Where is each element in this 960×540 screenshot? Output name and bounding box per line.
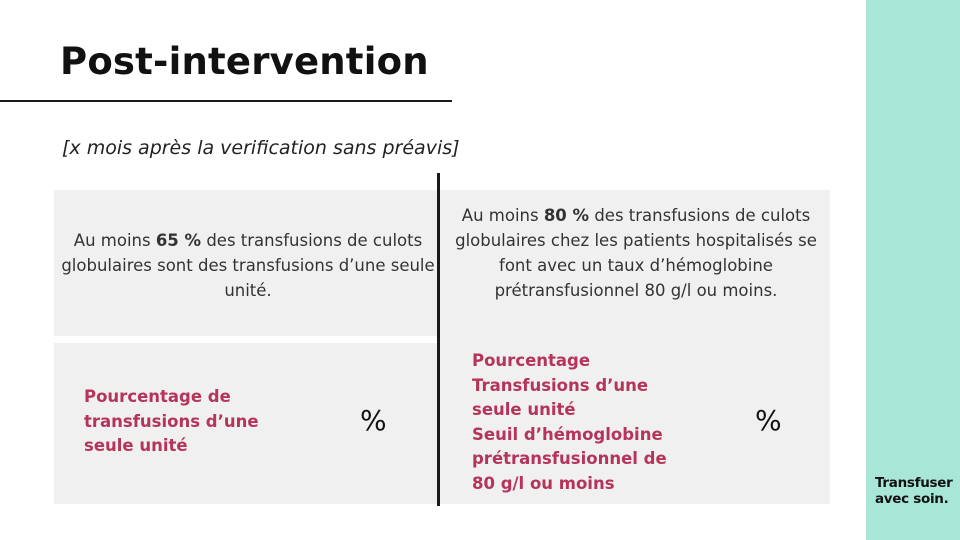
left-metric-label: Pourcentage de transfusions d’une seule unité	[84, 387, 259, 455]
right-metric-line: prétransfusionnel de	[472, 449, 667, 468]
left-statement-suffix: des transfusions de culots globulaires sont des transfusions d’une seule unité.	[61, 231, 435, 300]
right-metric-line: Pourcentage	[472, 351, 591, 370]
right-metric-line: Seuil d’hémoglobine	[472, 424, 663, 444]
right-target-statement	[446, 203, 826, 303]
column-divider	[437, 173, 440, 506]
right-statement-target: 80 %	[543, 206, 590, 225]
right-metric-label	[472, 349, 702, 496]
right-metric-line: seule unité	[472, 400, 576, 419]
brand-line-2: avec soin.	[875, 491, 949, 507]
right-statement-suffix: des transfusions de culots globulaires chez les patients hospitalisés se font avec un taux d’hémoglobine prétransfusionnel 80 g/l ou moins.	[455, 206, 817, 300]
slide-subtitle: [x mois après la verification sans préavis]	[62, 137, 460, 159]
left-percent-value: %	[360, 404, 387, 437]
brand-logo	[875, 475, 952, 507]
left-target-statement	[60, 228, 436, 303]
title-underline	[0, 100, 452, 102]
left-statement-target: 65 %	[155, 231, 202, 250]
right-statement-prefix: Au moins	[461, 206, 544, 225]
slide-title: Post-intervention	[60, 40, 429, 83]
brand-sidebar	[866, 0, 960, 540]
right-metric-line: 80 g/l ou moins	[472, 473, 615, 493]
left-statement-prefix: Au moins	[73, 231, 156, 250]
right-metric-line: Transfusions d’une	[472, 375, 649, 395]
brand-line-1: Transfuser	[875, 475, 953, 491]
right-percent-value: %	[755, 404, 782, 437]
